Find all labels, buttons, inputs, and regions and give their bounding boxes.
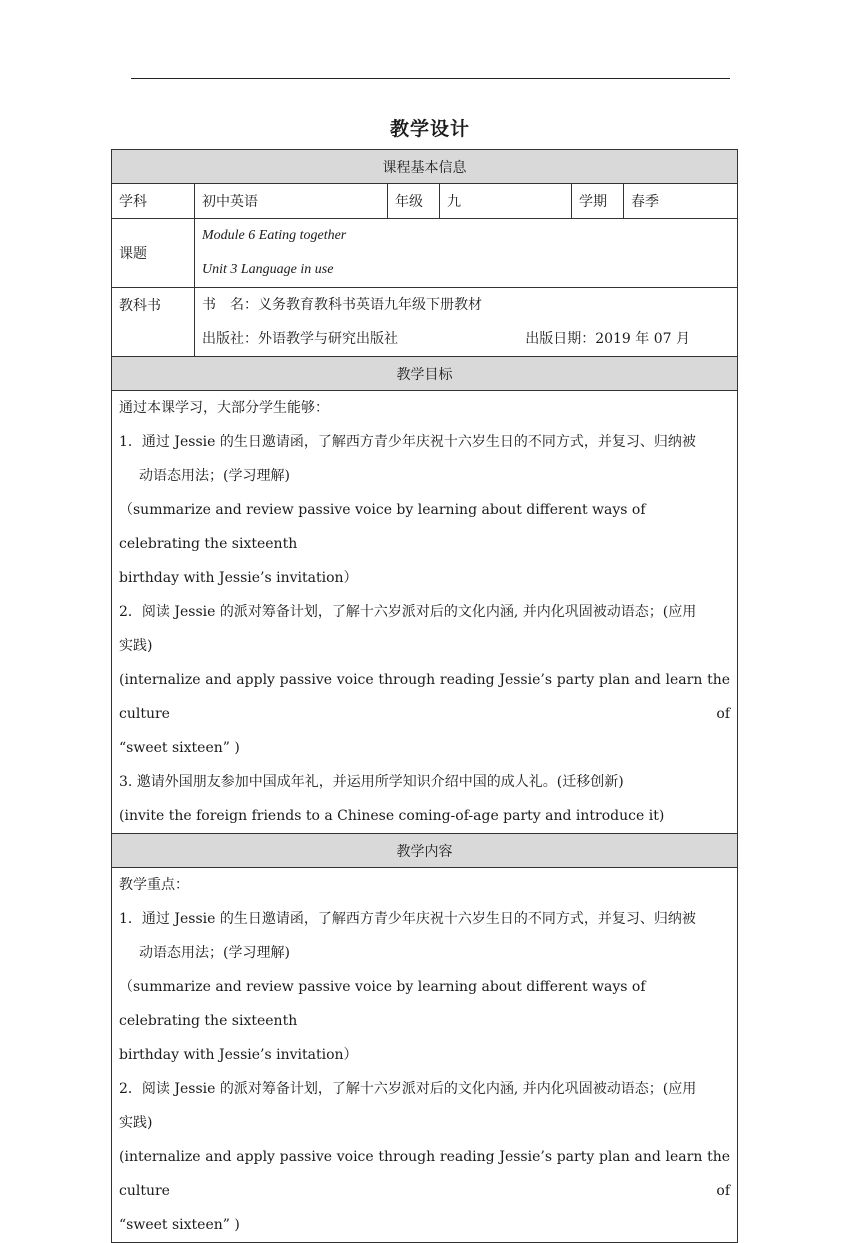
topic-module: Module 6 Eating together [202,228,347,243]
content-point-2-en: (internalize and apply passive voice through reading Jessie’s party plan and learn the culture of [119,1149,730,1199]
content-point-1-cont: 动语态用法；(学习理解) [139,945,290,961]
objective-3-en: (invite the foreign friends to a Chinese coming-of-age party and introduce it) [119,808,665,824]
objectives-intro: 通过本课学习，大部分学生能够： [119,400,329,416]
grade-label: 年级 [388,184,440,219]
book-name: 书 名：义务教育教科书英语九年级下册教材 [202,297,482,313]
topic-value [195,219,738,288]
publish-date: 出版日期：2019 年 07 月 [525,331,690,347]
content-point-1-en-cont: birthday with Jessie’s invitation） [119,1047,358,1063]
objective-2-cont: 实践) [119,638,153,654]
textbook-value [195,288,738,357]
subject-value: 初中英语 [195,184,388,219]
content-point-1: 1．通过 Jessie 的生日邀请函，了解西方青少年庆祝十六岁生日的不同方式，并复习、归纳被 [119,911,696,927]
content-point-1-en: （summarize and review passive voice by learning about different ways of celebrating the sixteenth [119,979,646,1029]
content-body [112,868,738,1243]
grade-value: 九 [440,184,572,219]
term-value: 春季 [624,184,738,219]
topic-label: 课题 [112,219,195,288]
objective-1: 1．通过 Jessie 的生日邀请函，了解西方青少年庆祝十六岁生日的不同方式，并复习、归纳被 [119,434,696,450]
objective-2-en-cont: “sweet sixteen” ) [119,740,240,756]
objective-3: 3. 邀请外国朋友参加中国成年礼，并运用所学知识介绍中国的成人礼。(迁移创新) [119,774,624,790]
objective-1-en-cont: birthday with Jessie’s invitation） [119,570,358,586]
content-point-2-en-cont: “sweet sixteen” ) [119,1217,240,1233]
content-key-points: 教学重点： [119,877,189,893]
content-point-2: 2．阅读 Jessie 的派对筹备计划，了解十六岁派对后的文化内涵, 并内化巩固被动语态；(应用 [119,1081,697,1097]
document-title: 教学设计 [389,118,470,140]
header-rule [131,78,730,79]
objective-2-en: (internalize and apply passive voice through reading Jessie’s party plan and learn the culture of [119,672,730,722]
lesson-design-table [111,149,738,1243]
objective-1-en: （summarize and review passive voice by learning about different ways of celebrating the sixteenth [119,502,646,552]
topic-unit: Unit 3 Language in use [202,262,334,277]
subject-label: 学科 [112,184,195,219]
textbook-label: 教科书 [112,288,195,357]
content-header: 教学内容 [112,834,738,868]
basic-info-header: 课程基本信息 [112,150,738,184]
objectives-header: 教学目标 [112,357,738,391]
objective-2: 2．阅读 Jessie 的派对筹备计划，了解十六岁派对后的文化内涵, 并内化巩固被动语态；(应用 [119,604,697,620]
content-point-2-cont: 实践) [119,1115,153,1131]
publisher: 出版社：外语教学与研究出版社 [202,331,398,347]
objectives-body [112,391,738,834]
objective-1-cont: 动语态用法；(学习理解) [139,468,290,484]
term-label: 学期 [572,184,624,219]
